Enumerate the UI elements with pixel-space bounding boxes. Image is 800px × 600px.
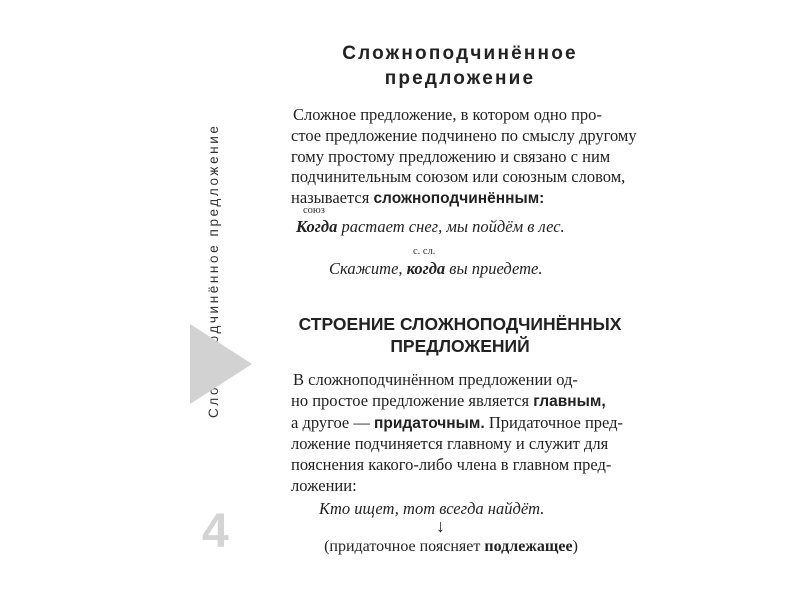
subsection-heading-line1: СТРОЕНИЕ СЛОЖНОПОДЧИНЁННЫХ [298,314,622,334]
structure-line: пояснения какого-либо члена в главном пред- [291,455,612,475]
structure-text: а другое — [291,412,375,432]
structure-line: ложение подчиняется главному и служит для [291,434,609,454]
subsection-heading [275,313,645,357]
structure-paragraph [291,370,631,497]
structure-line [291,413,631,435]
subsection-heading-line2: ПРЕДЛОЖЕНИЙ [390,336,530,356]
section-side-title: Сложноподчинённое предложение [206,123,221,418]
term-complex-subordinate: сложноподчинённым: [373,190,545,208]
page-number: 4 [202,505,229,558]
section-heading-line2: предложение [384,68,536,89]
structure-line: ложении: [291,475,357,495]
example-text: вы приедете. [445,259,543,278]
definition-line [291,188,631,210]
definition-line: стое предложение подчинено по смыслу другому [291,125,637,145]
triangle-tab-marker [190,324,252,404]
example-sentence-3: Кто ищет, тот всегда найдёт. [319,499,545,518]
conjunctive-word-label: с. сл. [413,246,436,257]
structure-line [291,391,631,413]
definition-line: подчинительным союзом или союзным словом, [291,167,626,187]
definition-line: Сложное предложение, в котором одно про- [293,105,602,124]
conjunction-label: союз [303,205,325,216]
example-note [291,537,611,557]
structure-text: Придаточное пред- [484,412,624,432]
conjunction-word: Когда [296,217,338,236]
section-heading-line1: Сложноподчинённое [342,43,578,64]
down-arrow-icon: ↓ [436,516,445,536]
structure-text: но простое предложение является [291,390,534,410]
example-text: Скажите, [329,259,407,278]
example-sentence-1 [296,217,565,237]
structure-line: В сложноподчинённом предложении од- [293,370,578,389]
note-term: подлежащее [484,538,573,555]
note-text: ) [572,538,578,555]
example-text: растает снег, мы пойдём в лес. [337,217,565,236]
example-sentence-2 [329,259,542,279]
definition-line: гому простому предложению и связано с ним [291,146,611,166]
section-heading [275,41,645,91]
definition-text: называется [291,188,374,208]
note-text: (придаточное поясняет [324,538,485,555]
conjunctive-word: когда [406,259,446,278]
definition-paragraph [291,105,637,210]
term-subordinate-clause: придаточным. [374,414,485,432]
term-main-clause: главным, [533,392,606,410]
